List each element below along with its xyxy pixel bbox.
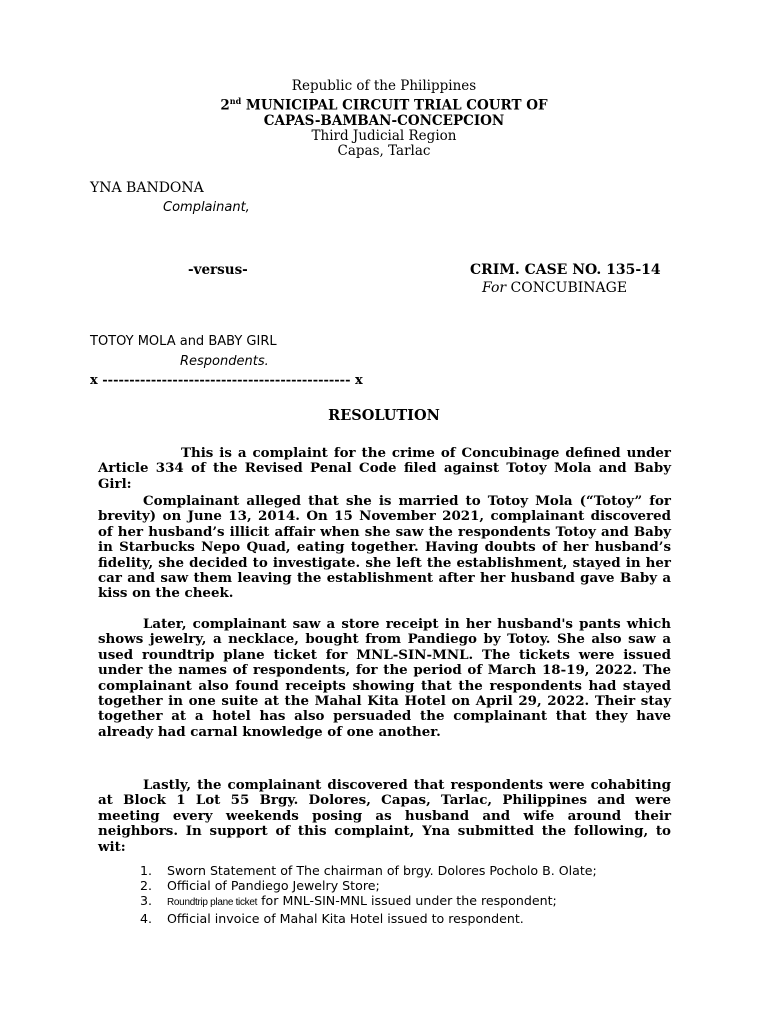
list-item xyxy=(140,878,660,893)
caption-separator: x ---------------------------------------------- x xyxy=(90,373,363,388)
respondents-role: Respondents. xyxy=(180,354,269,369)
paragraph-3 xyxy=(98,617,671,740)
complainant-role: Complainant, xyxy=(163,200,250,215)
for-word: For xyxy=(482,280,507,296)
list-item-number: 3. xyxy=(140,893,153,909)
list-item-number: 2. xyxy=(140,878,153,894)
evidence-list xyxy=(140,863,660,926)
offense-line xyxy=(482,280,627,296)
list-item-text: for MNL-SIN-MNL issued under the respondent; xyxy=(257,893,557,909)
respondents-names: TOTOY MOLA and BABY GIRL xyxy=(90,334,277,349)
list-item xyxy=(140,893,660,910)
paragraph-1 xyxy=(98,446,671,492)
region-line: Third Judicial Region xyxy=(311,127,457,144)
court-ordinal: 2 xyxy=(220,97,230,114)
document-title: RESOLUTION xyxy=(328,407,440,424)
versus-label: -versus- xyxy=(188,262,248,278)
court-line1-text: MUNICIPAL CIRCUIT TRIAL COURT OF xyxy=(241,97,548,114)
paragraph-4-text: Lastly, the complainant discovered that respondents were cohabiting at Block 1 Lot 55 Brgy. Dolores, Capas, Tarlac, Philippines and were meeting every weekends posing as husband and wife around their neighbors. In support of this complaint, Yna submitted the following, to wit: xyxy=(98,777,671,855)
paragraph-2 xyxy=(98,494,671,602)
case-number: CRIM. CASE NO. 135-14 xyxy=(470,262,661,278)
list-item xyxy=(140,911,660,926)
court-name-line2: CAPAS-BAMBAN-CONCEPCION xyxy=(263,112,505,129)
paragraph-1-text: This is a complaint for the crime of Concubinage defined under Article 334 of the Revised Penal Code filed against Totoy Mola and Baby Girl: xyxy=(98,445,671,492)
list-item-text: Official invoice of Mahal Kita Hotel issued to respondent. xyxy=(167,910,524,926)
list-item-number: 4. xyxy=(140,910,153,926)
list-item-text: Sworn Statement of The chairman of brgy. Dolores Pocholo B. Olate; xyxy=(167,863,597,878)
court-name-line1 xyxy=(0,94,768,114)
location-line: Capas, Tarlac xyxy=(337,142,431,159)
list-item-text: Official of Pandiego Jewelry Store; xyxy=(167,878,380,894)
list-item xyxy=(140,863,660,878)
court-header xyxy=(0,79,768,159)
republic-line: Republic of the Philippines xyxy=(291,78,477,94)
offense-name: CONCUBINAGE xyxy=(510,280,628,296)
paragraph-3-text: Later, complainant saw a store receipt in her husband's pants which shows jewelry, a necklace, bought from Pandiego by Totoy. She also saw a used roundtrip plane ticket for MNL-SIN-MNL. The tickets were issued under the names of respondents, for the period of March 18-19, 2022. The complainant also found receipts showing that the respondents had stayed together in one suite at the Mahal Kita Hotel on April 29, 2022. Their stay together at a hotel has also persuaded the complainant that they have already had carnal knowledge of one another. xyxy=(98,616,671,740)
list-item-number: 1. xyxy=(140,863,153,878)
complainant-name: YNA BANDONA xyxy=(90,180,204,196)
list-item-small-text: Roundtrip plane ticket xyxy=(167,897,258,909)
paragraph-2-text: Complainant alleged that she is married to Totoy Mola (“Totoy” for brevity) on June 13, 2014. On 15 November 2021, complainant discovered of her husband’s illicit affair when she saw the respondents Totoy and Baby in Starbucks Nepo Quad, eating together. Having doubts of her husband’s fidelity, she decided to investigate. she left the establishment, stayed in her car and saw them leaving the establishment after her husband gave Baby a kiss on the cheek. xyxy=(98,493,671,602)
court-ordinal-suffix: nd xyxy=(229,96,242,106)
paragraph-4 xyxy=(98,778,671,855)
